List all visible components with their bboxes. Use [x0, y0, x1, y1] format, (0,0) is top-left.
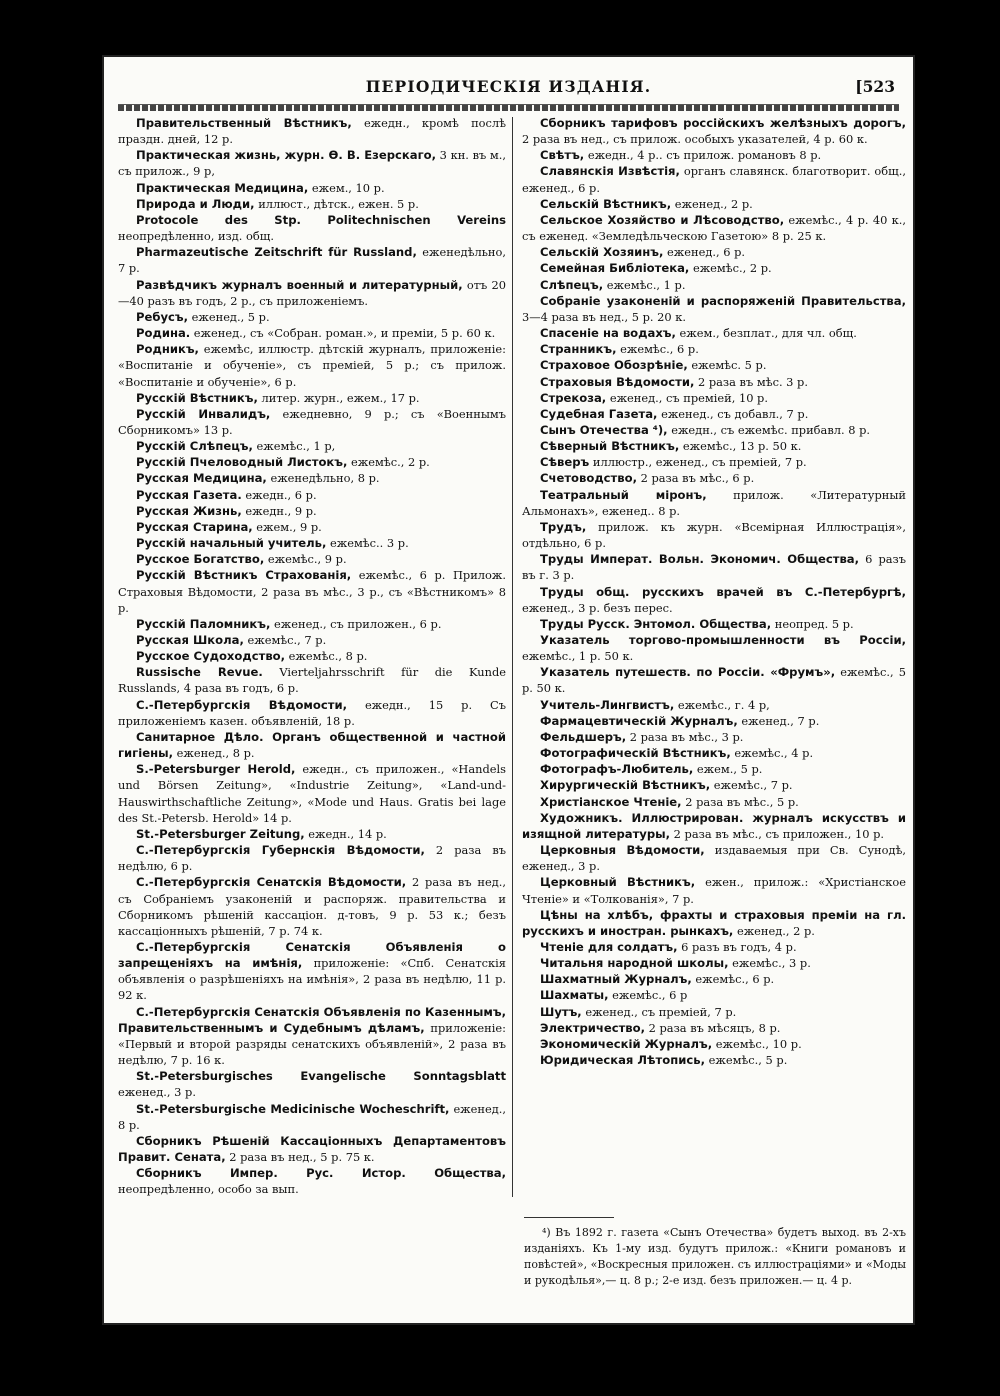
periodical-details: ежемѣс., 6 р.: [616, 342, 699, 357]
periodical-details: ежем., безплат., для чл. общ.: [675, 326, 857, 341]
periodical-details: неопред. 5 р.: [771, 616, 854, 631]
periodical-details: ежемѣс., 5 р. 50 к.: [522, 665, 906, 696]
periodical-title: Спасеніе на водахъ,: [540, 326, 676, 341]
periodical-title: Страховыя Вѣдомости,: [540, 374, 695, 389]
periodical-entry: [522, 745, 906, 761]
periodical-entry: [522, 664, 906, 696]
periodical-title: Цѣны на хлѣбъ, фрахты и страховыя преміи на гл. русскихъ и иностран. рынкахъ,: [522, 907, 906, 938]
periodical-entry: [522, 147, 906, 163]
periodical-entry: [118, 196, 506, 212]
header-rule: [118, 104, 899, 111]
periodical-entry: [118, 519, 506, 535]
periodical-entry: [522, 244, 906, 260]
periodical-entry: [118, 147, 506, 179]
periodical-details: ежедн., 14 р.: [304, 826, 387, 841]
periodical-details: ежемѣс., 7 р.: [710, 778, 793, 793]
periodical-title: Сельскій Вѣстникъ,: [540, 196, 672, 211]
periodical-details: еженедѣльно, 8 р.: [266, 471, 380, 486]
periodical-title: Шахматы,: [540, 988, 609, 1003]
periodical-title: Страховое Обозрѣніе,: [540, 358, 688, 373]
periodical-details: ежемѣс., 9 р.: [264, 552, 347, 567]
periodical-title: Счетоводство,: [540, 471, 637, 486]
periodical-details: неопредѣленно, изд. общ.: [118, 229, 274, 244]
periodical-title: Protocole des Stp. Politechnischen Vereins: [136, 212, 506, 227]
periodical-details: ежедневно, 9 р.; съ «Военнымъ Сборникомъ» 13 р.: [118, 406, 506, 437]
periodical-title: Странникъ,: [540, 342, 617, 357]
periodical-details: еженед., съ преміей, 7 р.: [581, 1004, 737, 1019]
column-divider: [512, 117, 513, 1197]
periodical-entry: [522, 487, 906, 519]
periodical-title: Трудъ,: [540, 519, 587, 534]
periodical-entry: [118, 244, 506, 276]
periodical-title: С.-Петербургскія Сенатскія Вѣдомости,: [136, 875, 407, 890]
periodical-entry: [522, 454, 906, 470]
periodical-entry: [522, 729, 906, 745]
periodical-title: Свѣтъ,: [540, 148, 585, 163]
periodical-details: еженед., 2 р.: [733, 923, 815, 938]
periodical-title: Русскій Вѣстникъ,: [136, 390, 258, 405]
periodical-title: Указатель путешеств. по Россіи. «Фрумъ»,: [540, 665, 836, 680]
periodical-details: еженед., 3 р. безъ перес.: [522, 600, 673, 615]
periodical-entry: [522, 1004, 906, 1020]
periodical-details: ежедн., 9 р.: [241, 503, 317, 518]
periodical-entry: [118, 697, 506, 729]
periodical-entry: [522, 341, 906, 357]
periodical-entry: [522, 470, 906, 486]
periodical-title: Труды общ. русскихъ врачей въ С.-Петербургѣ,: [540, 584, 906, 599]
periodical-title: Санитарное Дѣло. Органъ общественной и частной гигіены,: [118, 729, 506, 761]
periodical-entry: [118, 115, 506, 147]
periodical-title: St.-Petersburgisches Evangelische Sonntagsblatt: [136, 1069, 506, 1084]
right-column: [522, 115, 906, 1068]
periodical-details: ежемѣс., г. 4 р,: [674, 697, 770, 712]
periodical-title: Природа и Люди,: [136, 196, 255, 211]
periodical-details: ежемѣс., 3 р.: [728, 956, 811, 971]
periodical-entry: [118, 1004, 506, 1069]
periodical-title: С.-Петербургскія Сенатскія Объявленія по Казеннымъ, Правительственнымъ и Судебнымъ дѣламъ,: [118, 1004, 506, 1035]
periodical-title: Родникъ,: [136, 342, 199, 357]
periodical-entry: [522, 357, 906, 373]
footnote: ⁴) Въ 1892 г. газета «Сынъ Отечества» будетъ выход. въ 2-хъ изданіяхъ. Къ 1-му изд. будутъ прилож.: «Книги романовъ и повѣстей», «Воскресныя приложен. съ иллюстраціями» и «Моды и рукодѣлья»,— ц. 8 р.; 2-е изд. безъ приложен.— ц. 4 р.: [524, 1226, 906, 1287]
periodical-details: еженед., 2 р.: [671, 196, 753, 211]
periodical-title: Юридическая Лѣтопись,: [540, 1053, 705, 1068]
periodical-entry: [522, 616, 906, 632]
periodical-details: отъ 20—40 разъ въ годъ, 2 р., съ приложеніемъ.: [118, 277, 506, 308]
periodical-title: Практическая жизнь, журн. Ѳ. В. Езерскаго,: [136, 148, 437, 163]
periodical-title: Церковный Вѣстникъ,: [540, 875, 696, 890]
periodical-details: 2 раза въ мѣс., съ приложен., 10 р.: [670, 826, 885, 841]
periodical-entry: [118, 632, 506, 648]
periodical-entry: [118, 535, 506, 551]
periodical-entry: [522, 842, 906, 874]
periodical-title: Учитель-Лингвистъ,: [540, 697, 675, 712]
periodical-details: ежемѣс., 6 р.: [691, 972, 775, 987]
periodical-details: 2 раза въ недѣлю, 6 р.: [118, 843, 507, 874]
periodical-title: Чтеніе для солдатъ,: [540, 939, 678, 954]
periodical-entry: [118, 826, 506, 842]
periodical-entry: [118, 454, 506, 470]
periodical-details: иллюстр., еженед., съ преміей, 7 р.: [589, 455, 807, 470]
periodical-title: Шахматный Журналъ,: [540, 972, 692, 987]
periodical-title: Читальня народной школы,: [540, 956, 729, 971]
periodical-title: Русскій Паломникъ,: [136, 616, 271, 631]
periodical-entry: [118, 1068, 506, 1100]
periodical-details: 2 раза въ мѣс., 6 р.: [636, 471, 755, 486]
periodical-details: ежемѣс., 5 р.: [704, 1053, 788, 1068]
periodical-entry: [118, 487, 506, 503]
periodical-entry: [522, 374, 906, 390]
periodical-entry: [522, 293, 906, 325]
periodical-entry: [522, 519, 906, 551]
periodical-entry: [118, 341, 506, 389]
periodical-details: еженед., 5 р.: [188, 309, 270, 324]
periodical-details: ежемѣс. 5 р.: [687, 358, 767, 373]
periodical-details: прилож. къ журн. «Всемірная Иллюстрація», отдѣльно, 6 р.: [522, 519, 906, 551]
periodical-title: Русская Жизнь,: [136, 503, 242, 518]
periodical-details: издаваемыя при Св. Сунодѣ, еженед., 3 р.: [522, 843, 906, 874]
periodical-entry: [522, 794, 906, 810]
periodical-entry: [118, 874, 506, 939]
periodical-title: С.-Петербургскія Вѣдомости,: [136, 697, 347, 712]
periodical-entry: [522, 438, 906, 454]
periodical-title: Церковныя Вѣдомости,: [540, 843, 705, 858]
periodical-entry: [522, 325, 906, 341]
periodical-title: Судебная Газета,: [540, 406, 658, 421]
periodical-entry: [118, 180, 506, 196]
periodical-details: еженед., съ «Собран. роман.», и преміи, 5 р. 60 к.: [190, 326, 496, 341]
periodical-title: Сѣверъ: [540, 455, 590, 470]
periodical-title: Русское Богатство,: [136, 552, 265, 567]
periodical-entry: [522, 777, 906, 793]
periodical-details: ежедн., 6 р.: [241, 487, 317, 502]
periodical-entry: [118, 567, 506, 615]
periodical-details: ежемѣс., 8 р.: [285, 649, 368, 664]
periodical-entry: [118, 325, 506, 341]
periodical-details: 2 раза въ мѣсяцъ, 8 р.: [645, 1020, 781, 1035]
left-column: [118, 115, 506, 1197]
periodical-entry: [118, 761, 506, 826]
periodical-title: Труды Русск. Энтомол. Общества,: [540, 616, 772, 631]
periodical-title: С.-Петербургскія Сенатскія Объявленія о запрещеніяхъ на имѣнія,: [118, 939, 506, 971]
periodical-details: ежедн., 15 р. Съ приложеніемъ казен. объявленій, 18 р.: [118, 697, 506, 728]
periodical-details: ежемѣс., 1 р. 50 к.: [522, 649, 634, 664]
periodical-title: St.-Petersburgische Medicinische Wocheschrift,: [136, 1101, 450, 1116]
periodical-title: Сынъ Отечества ⁴),: [540, 422, 668, 437]
periodical-title: Pharmazeutische Zeitschrift für Russland,: [136, 245, 417, 260]
periodical-title: Русскій Вѣстникъ Страхованія,: [136, 568, 352, 583]
page-number: [523: [855, 77, 895, 96]
periodical-details: 3 кн. въ м., съ прилож., 9 р,: [118, 148, 506, 179]
periodical-entry: [522, 713, 906, 729]
periodical-title: Хирургическій Вѣстникъ,: [540, 778, 711, 793]
periodical-entry: [118, 842, 506, 874]
periodical-details: ежедн., 4 р.. съ прилож. романовъ 8 р.: [584, 148, 822, 163]
periodical-details: ежемѣс., 6 р: [608, 988, 688, 1003]
periodical-details: ежемѣс., 7 р.: [243, 633, 327, 647]
periodical-details: ежем., 10 р.: [308, 180, 385, 195]
periodical-title: Родина.: [136, 326, 191, 341]
periodical-entry: [522, 1052, 906, 1068]
periodical-title: Русскій начальный учитель,: [136, 536, 327, 551]
periodical-details: литер. журн., ежем., 17 р.: [257, 390, 420, 405]
periodical-title: Сѣверный Вѣстникъ,: [540, 439, 680, 454]
periodical-title: Русская Старина,: [136, 519, 253, 534]
periodical-details: ежен., прилож.: «Христіанское Чтеніе» и «Толкованія», 7 р.: [522, 875, 906, 906]
periodical-details: ежемѣс.. 3 р.: [326, 536, 409, 551]
periodical-entry: [522, 697, 906, 713]
periodical-details: еженед., 8 р.: [118, 1101, 506, 1132]
periodical-title: St.-Petersburger Zeitung,: [136, 826, 305, 841]
periodical-title: Русская Газета.: [136, 487, 242, 502]
periodical-title: Сельское Хозяйство и Лѣсоводство,: [540, 212, 785, 227]
periodical-entry: [118, 470, 506, 486]
periodical-entry: [522, 422, 906, 438]
periodical-title: Экономическій Журналъ,: [540, 1036, 713, 1051]
periodical-title: Русская Школа,: [136, 633, 244, 647]
periodical-entry: [522, 1036, 906, 1052]
periodical-details: неопредѣленно, особо за вып.: [118, 1182, 299, 1197]
periodical-details: 2 раза въ нед., съ Собраніемъ узаконеній и распоряж. правительства и Сборникомъ рѣшеній кассаціон. д-товъ, 9 р. 53 к.; безъ кассаціонныхъ рѣшеній, 7 р. 74 к.: [118, 875, 506, 938]
periodical-details: еженед., 6 р.: [663, 245, 745, 260]
periodical-details: еженед., 3 р.: [118, 1085, 196, 1100]
periodical-title: Русскій Пчеловодный Листокъ,: [136, 455, 348, 470]
periodical-title: Сборникъ Рѣшеній Кассаціонныхъ Департаментовъ Правит. Сената,: [118, 1133, 506, 1164]
periodical-entry: [522, 260, 906, 276]
periodical-title: Русская Медицина,: [136, 471, 267, 486]
periodical-title: Russische Revue.: [136, 665, 263, 680]
periodical-entry: [522, 115, 906, 147]
periodical-details: 2 раза въ мѣс., 5 р.: [681, 794, 799, 809]
periodical-entry: [522, 971, 906, 987]
periodical-title: S.-Petersburger Herold,: [136, 762, 296, 777]
periodical-details: еженед., съ приложен., 6 р.: [270, 616, 442, 631]
periodical-details: 2 раза въ мѣс. 3 р.: [694, 374, 808, 389]
periodical-title: Славянскія Извѣстія,: [540, 164, 680, 179]
periodical-details: ежемѣс., 10 р.: [712, 1036, 802, 1051]
periodical-details: ежемѣс., 2 р.: [689, 261, 772, 276]
periodical-details: Vierteljahrsschrift für die Kunde Russlands, 4 раза въ годъ, 6 р.: [118, 665, 506, 696]
periodical-details: ежемѣс., 2 р.: [347, 455, 430, 470]
periodical-title: Театральный міронъ,: [540, 487, 707, 502]
periodical-title: Практическая Медицина,: [136, 180, 309, 195]
periodical-title: Электричество,: [540, 1020, 645, 1035]
periodical-title: Собраніе узаконеній и распоряженій Правительства,: [540, 293, 906, 308]
periodical-title: Фармацевтическій Журналъ,: [540, 713, 738, 728]
periodical-title: Русскій Слѣпецъ,: [136, 439, 253, 454]
periodical-entry: [522, 987, 906, 1003]
periodical-title: Труды Императ. Вольн. Экономич. Общества,: [540, 552, 860, 567]
page-title: ПЕРІОДИЧЕСКІЯ ИЗДАНІЯ.: [365, 77, 652, 96]
periodical-details: 6 разъ въ годъ, 4 р.: [677, 939, 797, 954]
periodical-entry: [522, 810, 906, 842]
periodical-details: ежем., 9 р.: [252, 519, 322, 534]
periodical-details: ежемѣс., 1 р.: [603, 277, 686, 292]
periodical-title: Стрекоза,: [540, 390, 607, 405]
periodical-details: прилож. «Литературный Альмонахъ», еженед.. 8 р.: [522, 487, 906, 518]
periodical-details: приложеніе: «Первый и второй разряды сенатскихъ объявленій», 2 раза въ недѣлю, 7 р. 16 к.: [118, 1020, 506, 1068]
periodical-entry: [118, 438, 506, 454]
periodical-details: 6 разъ въ г. 3 р.: [522, 552, 906, 583]
periodical-entry: [522, 955, 906, 971]
periodical-entry: [118, 309, 506, 325]
periodical-title: Фотографическій Вѣстникъ,: [540, 746, 731, 761]
periodical-details: ежем., 5 р.: [693, 762, 763, 777]
periodical-details: ежемѣс., 1 р,: [252, 439, 336, 454]
periodical-title: Сборникъ Импер. Рус. Истор. Общества,: [136, 1166, 506, 1181]
periodical-entry: [118, 551, 506, 567]
periodical-title: Христіанское Чтеніе,: [540, 794, 682, 809]
document-page: [102, 55, 915, 1325]
periodical-details: еженед., 8 р.: [172, 746, 255, 761]
periodical-details: еженед., съ преміей, 10 р.: [606, 390, 768, 405]
periodical-title: Фотографъ-Любитель,: [540, 762, 694, 777]
periodical-title: Русскій Инвалидъ,: [136, 406, 271, 421]
periodical-details: ежемѣс, иллюстр. дѣтскій журналъ, приложеніе: «Воспитаніе и обученіе», съ преміей, 5 р.; съ прилож. «Воспитаніе и обученіе», 6 р.: [118, 342, 506, 389]
periodical-entry: [522, 1020, 906, 1036]
periodical-details: ежедн., съ ежемѣс. прибавл. 8 р.: [667, 422, 870, 437]
periodical-details: еженедѣльно, 7 р.: [118, 245, 506, 276]
periodical-details: иллюст., дѣтск., ежен. 5 р.: [254, 196, 419, 211]
periodical-title: Ребусъ,: [136, 309, 189, 324]
periodical-details: 2 раза въ мѣс., 3 р.: [626, 729, 744, 744]
periodical-entry: [118, 390, 506, 406]
periodical-entry: [522, 406, 906, 422]
periodical-entry: [522, 196, 906, 212]
periodical-entry: [522, 551, 906, 583]
periodical-entry: [522, 907, 906, 939]
periodical-entry: [118, 1101, 506, 1133]
periodical-entry: [522, 761, 906, 777]
periodical-title: Сельскій Хозяинъ,: [540, 245, 664, 260]
periodical-title: Правительственный Вѣстникъ,: [136, 116, 352, 130]
periodical-entry: [522, 277, 906, 293]
periodical-title: Указатель торгово-промышленности въ Россіи,: [540, 633, 906, 647]
periodical-details: еженед., 7 р.: [737, 713, 820, 728]
periodical-entry: [522, 163, 906, 195]
periodical-details: ежемѣс., 4 р. 40 к., съ еженед. «Земледѣльческою Газетою» 8 р. 25 к.: [522, 212, 906, 244]
periodical-entry: [118, 1133, 506, 1165]
periodical-entry: [522, 874, 906, 906]
periodical-title: Русское Судоходство,: [136, 649, 286, 664]
periodical-title: С.-Петербургскія Губернскія Вѣдомости,: [136, 843, 425, 858]
periodical-details: еженед., съ добавл., 7 р.: [657, 406, 809, 421]
periodical-entry: [118, 503, 506, 519]
periodical-title: Фельдшеръ,: [540, 729, 627, 744]
periodical-entry: [118, 1165, 506, 1197]
periodical-entry: [522, 212, 906, 244]
periodical-details: 2 раза въ нед., 5 р. 75 к.: [225, 1150, 375, 1164]
periodical-title: Семейная Библіотека,: [540, 261, 690, 276]
periodical-details: 3—4 раза въ нед., 5 р. 20 к.: [522, 309, 686, 324]
periodical-entry: [118, 648, 506, 664]
periodical-entry: [118, 939, 506, 1004]
periodical-entry: [118, 277, 506, 309]
periodical-entry: [522, 632, 906, 664]
periodical-details: 2 раза въ нед., съ прилож. особыхъ указателей, 4 р. 60 к.: [522, 132, 868, 147]
periodical-title: Сборникъ тарифовъ россійскихъ желѣзныхъ дорогъ,: [540, 116, 906, 130]
periodical-entry: [118, 406, 506, 438]
periodical-entry: [522, 584, 906, 616]
periodical-details: ежедн., съ приложен., «Handels und Börsen Zeitung», «Industrie Zeitung», «Land-und-Hauswirthschaftliche Zeitung», «Mode und Haus. Gratis bei lage des St.-Petersb. Herold» 14 р.: [118, 762, 506, 825]
periodical-title: Слѣпецъ,: [540, 277, 604, 292]
periodical-entry: [118, 616, 506, 632]
periodical-entry: [118, 212, 506, 244]
periodical-entry: [118, 664, 506, 696]
periodical-entry: [522, 390, 906, 406]
periodical-title: Художникъ. Иллюстрирован. журналъ искусствъ и изящной литературы,: [522, 810, 906, 841]
periodical-details: ежемѣс., 6 р. Прилож. Страховыя Вѣдомости, 2 раза въ мѣс., 3 р., съ «Вѣстникомъ» 8 р.: [118, 568, 506, 615]
periodical-details: приложеніе: «Спб. Сенатскія объявленія о разрѣшеніяхъ на имѣнія», 2 раза въ недѣлю, 11 р. 92 к.: [118, 956, 506, 1003]
periodical-title: Развѣдчикъ журналъ военный и литературный,: [136, 277, 463, 292]
periodical-details: ежемѣс., 13 р. 50 к.: [679, 439, 802, 454]
periodical-entry: [522, 939, 906, 955]
periodical-entry: [118, 729, 506, 761]
page-header: [104, 77, 913, 103]
periodical-details: органъ славянск. благотворит. общ., еженед., 6 р.: [522, 164, 906, 195]
periodical-details: ежедн., кромѣ послѣ праздн. дней, 12 р.: [118, 116, 506, 147]
footnote-rule: [524, 1217, 614, 1218]
periodical-title: Шутъ,: [540, 1004, 582, 1019]
periodical-details: ежемѣс., 4 р.: [730, 746, 814, 761]
